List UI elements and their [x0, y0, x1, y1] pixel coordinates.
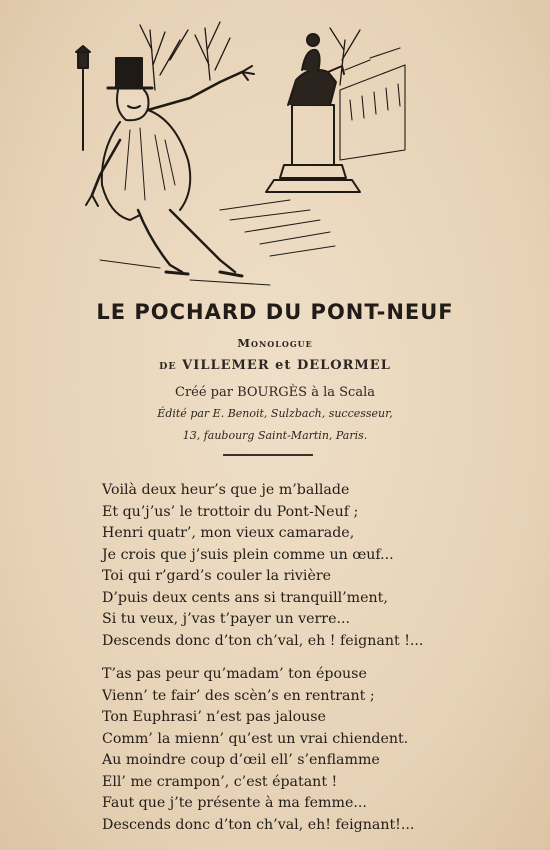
verse-line: Je crois que j’suis plein comme un œuf...: [102, 546, 394, 563]
verse-line: D’puis deux cents ans si tranquill’ment,: [102, 589, 388, 606]
verse-line: Comm’ la mienn’ qu’est un vrai chiendent.: [102, 730, 409, 747]
verse-line: Toi qui r’gard’s couler la rivière: [102, 568, 332, 584]
authors-joiner: et: [275, 358, 292, 373]
drunkard-illustration: [70, 10, 410, 290]
stanza-2: [102, 664, 414, 836]
verse-line: Descends donc d’ton ch’val, eh ! feignant !...: [102, 632, 424, 649]
authors-prefix: DE: [159, 361, 177, 372]
verse-line: Henri quatr’, mon vieux camarade,: [102, 525, 355, 541]
poem-subtitle: Monologue: [237, 336, 313, 350]
buildings-icon: [340, 48, 405, 160]
creation-credit: Créé par BOURGÈS à la Scala: [175, 385, 375, 400]
drunk-man-icon: [86, 58, 254, 276]
verse-line: Au moindre coup d’œil ell’ s’enflamme: [102, 752, 380, 768]
verse-line: Descends donc d’ton ch’val, eh! feignant!...: [102, 816, 415, 833]
authors-line: [0, 358, 550, 373]
verse-line: Ell’ me crampon’, c’est épatant !: [102, 773, 338, 790]
publisher-address: 13, faubourg Saint-Martin, Paris.: [182, 429, 368, 442]
author-2: DELORMEL: [296, 358, 391, 373]
author-1: VILLEMER: [182, 358, 270, 373]
publisher-credit: Édité par E. Benoit, Sulzbach, successeur,: [157, 407, 393, 420]
verse-line: T’as pas peur qu’madam’ ton épouse: [102, 666, 367, 682]
verse-line: Et qu’j’us’ le trottoir du Pont-Neuf ;: [102, 503, 359, 520]
verse-line: Ton Euphrasi’ n’est pas jalouse: [102, 709, 326, 725]
stanza-1: [102, 480, 423, 652]
equestrian-statue-icon: [266, 34, 360, 192]
poem-title: LE POCHARD DU PONT-NEUF: [96, 300, 454, 324]
street-lamp-icon: [76, 46, 90, 150]
verse-line: Faut que j’te présente à ma femme...: [102, 795, 367, 811]
verse-line: Vienn’ te fair’ des scèn’s en rentrant ;: [102, 687, 375, 704]
verse-line: Si tu veux, j’vas t’payer un verre...: [102, 611, 350, 627]
ground-hatching-icon: [100, 200, 335, 285]
verse-line: Voilà deux heur’s que je m’ballade: [102, 482, 350, 498]
title-divider: [223, 454, 313, 456]
